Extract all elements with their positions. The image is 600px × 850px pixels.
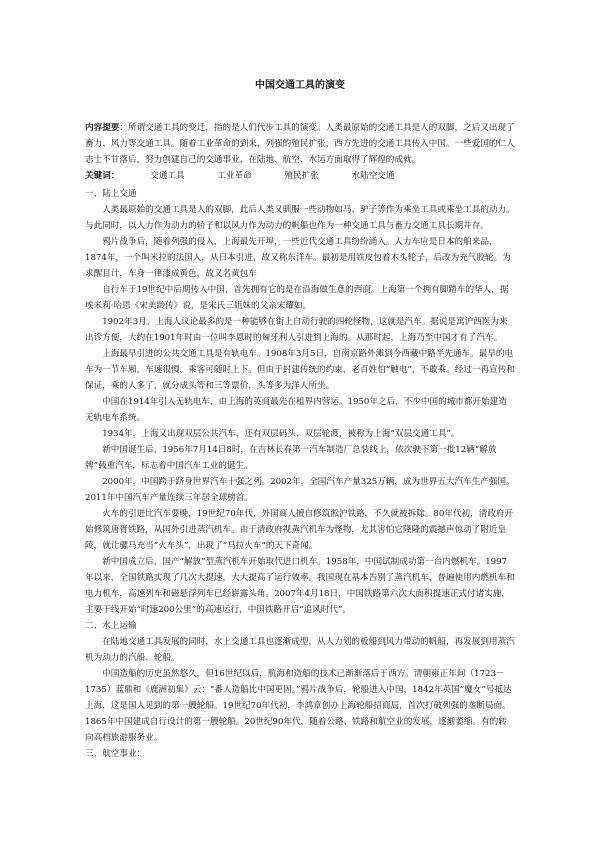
abstract-label: 内容提要： xyxy=(85,123,128,133)
keyword: 交通工具 xyxy=(150,171,185,181)
section-heading-air: 三、航空事业： xyxy=(85,749,146,759)
paragraph: 自行车于19世纪中后期传入中国，首先拥有它的是在沿海做生意的西商。上海第一个拥有脚踏车的华人，据埃米莉·哈恩《宋美龄传》说，是宋氏三姐妹的父亲宋耀如。 xyxy=(85,285,509,311)
section-heading-water: 二、水上运输 xyxy=(85,621,137,631)
paragraph: 新中国诞生后，1956年7月14日8时，在吉林长春第一汽车制造厂总装线上，依次驶下第一批12辆“解放牌”载重汽车，标志着中国汽车工业的诞生。 xyxy=(85,445,497,471)
paragraph: 中国造船的历史虽然悠久，但16世纪以后，航海和造船的技术已渐渐落后于西方。清朝雍正年间（1723－1735）蓝鼎和《鹿洲初集》云：“番人造船比中国更固。”鸦片战争后，轮船进入中国，1842年英国“魔女”号抵达上海，这是国人见到的第一艘轮船。19世纪70年代初，李鸿章创办上海轮船招商局，首次打破列强的垄断局面。1865年中国建成自行设计的第一艘轮船。20世纪90年代，随着公路、铁路和航空业的发展，逐渐萎缩。有的转向高档旅游服务业。 xyxy=(85,669,512,743)
keyword: 殖民扩张 xyxy=(284,171,319,181)
paragraph: 中国在1914年引入无轨电车，由上海的英商最先在租界内营运。1950年之后，不少中国的城市都开始建造无轨电车系统。 xyxy=(85,397,507,423)
document-title: 中国交通工具的演变 xyxy=(255,80,345,91)
document-page xyxy=(85,70,515,762)
paragraph: 人类最原始的交通工具是人的双脚，此后人类又驯服一些动物如马、驴子等作为乘坐工具或乘坐工具的动力。与此同时，以人力作为动力的轿子和以风力作为动力的帆船也作为一种交通工具与畜力交通工具长期并存。 xyxy=(85,205,515,231)
paragraph: 1934年，上海又出现双层公共汽车，还有双层码头、双层轮渡，被称为上海“双层交通工具”。 xyxy=(102,429,460,439)
keyword: 水陆空交通 xyxy=(351,171,395,181)
paragraph: 火车的引进比汽车要晚，19世纪70年代，外国商人擅自修筑淞沪铁路，不久就被拆除。80年代初，清政府开始修筑唐胥铁路，从国外引进蒸汽机车。由于清政府视蒸汽机车为怪物，尤其害怕它隆隆的震撼声惊动了附近皇陵，就让骡马充当“火车头”，出现了“马拉火车”的天下奇闻。 xyxy=(85,509,514,551)
section-heading-land: 一、陆上交通 xyxy=(85,189,137,199)
keywords-line xyxy=(85,168,515,184)
abstract xyxy=(85,120,515,168)
paragraph: 2000年，中国跨于跻身世界汽车十强之列。2002年，全国汽车产量325万辆，成为世界五大汽车生产强国。2011年中国汽车产量连续三年居全球榜首。 xyxy=(85,477,515,503)
paragraph: 鸦片战争后，随着列强的侵入，上海最先开埠，一些近代交通工具纷纷涌入。人力车应是日本的舶来品，1874年，一个叫米拉的法国人，从日本引进，故又称东洋车。最初是用铁皮包着木头轮子，后改为充气胶轮。为求醒目计，车身一律漆成黄色，故又名黄包车 xyxy=(85,237,511,279)
paragraph: 上海最早引进的公共交通工具是有轨电车。1908年3月5日，自南京路外滩到今西藏中路半先通车。最早的电车为一节车厢，车速很慢，乘客可随时上下。但由于封建传统的约束，老百姓怕“触电”，不敢乘。经过一再宣传和保证，乘的人多了，就分成头等和三等票价，头等多为洋人所坐。 xyxy=(85,349,515,391)
paragraph: 新中国成立后，国产“解放”型蒸汽机车开始取代进口机车。1958年，中国试制成功第一台内燃机车。1997年以来，全国铁路实现了几次大提速，大大提高了运行效率。我国现在基本告别了蒸汽机车，普遍使用内燃机车和电力机车，高速列车和磁悬浮列车已经崭露头角。2007年4月18日，中国铁路第六次大面积提速正式付诸实施，主要干线开始“时速200公里”的高速运行，中国铁路开启“追风时代”。 xyxy=(85,557,515,615)
paragraph: 在陆地交通工具发展的同时，水上交通工具也逐渐成型，从人力划的板船到风力带动的帆船，再发展到用蒸汽机为动力的汽船、轮船。 xyxy=(85,637,515,663)
keyword: 工业革命 xyxy=(217,171,252,181)
abstract-text: 所谓交通工具的变迁，指的是人们代步工具的演变。人类最原始的交通工具是人的双脚，之后又出现了畜力、风力等交通工具。随着工业革命的到来，列强的殖民扩张，西方先进的交通工具传入中国。一些爱国的仁人志士不甘落后，努力创建自己的交通事业，在陆地、航空、水运方面取得了辉煌的成就。 xyxy=(85,123,515,165)
paragraph: 1902年3月，上海人议论最多的是一种能够在街上自动行驶的四轮怪物，这就是汽车。据说是寓沪西医为来出诊方便，大约在1901年时由一位叫李恩时的匈牙利人引进到上海的。从那时起，上海乃至中国才有了汽车。 xyxy=(85,317,508,343)
keywords-label: 关键词： xyxy=(85,171,120,181)
